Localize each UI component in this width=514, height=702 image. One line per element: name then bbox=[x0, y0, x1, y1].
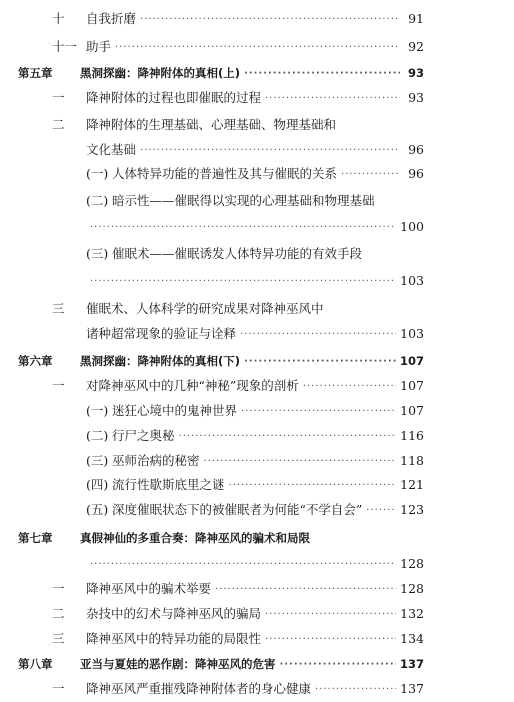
entry-number: 三 bbox=[52, 301, 65, 316]
toc-entry bbox=[86, 270, 424, 292]
toc-entry bbox=[52, 298, 424, 320]
leader-dots bbox=[140, 141, 400, 161]
leader-dots bbox=[366, 501, 396, 521]
page-number: 134 bbox=[400, 631, 424, 646]
leader-dots bbox=[265, 89, 400, 109]
toc-entry bbox=[86, 400, 424, 422]
leader-dots bbox=[303, 377, 396, 397]
leader-dots bbox=[244, 352, 396, 372]
entry-number: (三) bbox=[86, 246, 109, 261]
entry-number: 二 bbox=[52, 606, 65, 621]
toc-entry bbox=[52, 87, 424, 109]
entry-number: 三 bbox=[52, 631, 65, 646]
toc-entry bbox=[52, 114, 424, 136]
leader-dots bbox=[215, 580, 396, 600]
entry-title: 诸种超常现象的验证与诠释 bbox=[86, 326, 237, 341]
entry-title: 对降神巫风中的几种“神秘”现象的剖析 bbox=[86, 378, 299, 393]
entry-number: 二 bbox=[52, 117, 65, 132]
entry-title: 降神附体的生理基础、心理基础、物理基础和 bbox=[86, 117, 337, 132]
leader-dots bbox=[90, 218, 396, 238]
entry-title: 暗示性——催眠得以实现的心理基础和物理基础 bbox=[112, 193, 375, 208]
toc-entry bbox=[52, 628, 424, 650]
chapter-entry bbox=[18, 653, 424, 675]
entry-number: 一 bbox=[52, 90, 65, 105]
chapter-entry bbox=[18, 62, 424, 84]
entry-number: 第六章 bbox=[18, 354, 53, 368]
toc-entry bbox=[52, 678, 424, 700]
entry-number: 第八章 bbox=[18, 657, 53, 671]
entry-number: 一 bbox=[52, 378, 65, 393]
entry-title: 深度催眠状态下的被催眠者为何能“不学自会” bbox=[112, 502, 363, 517]
leader-dots bbox=[241, 402, 396, 422]
leader-dots bbox=[244, 64, 400, 84]
entry-title: 人体特异功能的普遍性及其与催眠的关系 bbox=[112, 166, 338, 181]
entry-title: 杂技中的幻术与降神巫风的骗局 bbox=[86, 606, 262, 621]
entry-number: 第七章 bbox=[18, 531, 53, 545]
page-number: 96 bbox=[408, 166, 424, 181]
entry-title: 文化基础 bbox=[86, 142, 137, 157]
entry-title: 黑洞探幽：降神附体的真相(上) bbox=[80, 66, 241, 80]
toc-entry bbox=[52, 375, 424, 397]
leader-dots bbox=[179, 427, 397, 447]
page-number: 123 bbox=[400, 502, 424, 517]
toc-entry bbox=[86, 323, 424, 345]
entry-number: (一) bbox=[86, 166, 109, 181]
entry-title: 亚当与夏娃的恶作剧：降神巫风的危害 bbox=[80, 657, 276, 671]
page-number: 128 bbox=[400, 581, 424, 596]
entry-title: 流行性歇斯底里之谜 bbox=[112, 477, 225, 492]
toc-entry bbox=[52, 36, 424, 58]
chapter-entry bbox=[18, 527, 424, 549]
leader-dots bbox=[90, 272, 396, 292]
toc-entry bbox=[86, 190, 424, 212]
entry-number: (二) bbox=[86, 193, 109, 208]
entry-title: 助手 bbox=[86, 39, 112, 54]
leader-dots bbox=[280, 655, 396, 675]
leader-dots bbox=[90, 555, 396, 575]
toc-entry bbox=[86, 139, 424, 161]
page-number: 128 bbox=[400, 556, 424, 571]
toc-entry bbox=[52, 603, 424, 625]
leader-dots bbox=[315, 680, 396, 700]
page-number: 132 bbox=[400, 606, 424, 621]
entry-number: 一 bbox=[52, 581, 65, 596]
page-number: 91 bbox=[408, 11, 424, 26]
entry-title: 降神巫风中的特异功能的局限性 bbox=[86, 631, 262, 646]
entry-number: (五) bbox=[86, 502, 109, 517]
entry-title: 迷狂心境中的鬼神世界 bbox=[112, 403, 238, 418]
page-number: 137 bbox=[399, 657, 424, 671]
toc-entry bbox=[86, 499, 424, 521]
leader-dots bbox=[240, 325, 396, 345]
entry-title: 降神巫风中的骗术举要 bbox=[86, 581, 212, 596]
page-number: 107 bbox=[400, 378, 424, 393]
chapter-entry bbox=[18, 350, 424, 372]
entry-number: (二) bbox=[86, 428, 109, 443]
leader-dots bbox=[265, 630, 396, 650]
toc-entry bbox=[86, 474, 424, 496]
entry-number: 一 bbox=[52, 681, 65, 696]
entry-number: 第五章 bbox=[18, 66, 53, 80]
entry-title: 降神附体的过程也即催眠的过程 bbox=[86, 90, 262, 105]
entry-title: 降神巫风严重摧残降神附体者的身心健康 bbox=[86, 681, 312, 696]
toc-entry bbox=[86, 450, 424, 472]
toc-entry bbox=[86, 553, 424, 575]
toc-entry bbox=[52, 578, 424, 600]
entry-title: 催眠术、人体科学的研究成果对降神巫风中 bbox=[86, 301, 324, 316]
entry-title: 巫师治病的秘密 bbox=[112, 453, 200, 468]
toc-entry bbox=[86, 216, 424, 238]
entry-title: 真假神仙的多重合奏：降神巫风的骗术和局限 bbox=[80, 531, 310, 545]
page-number: 107 bbox=[400, 403, 424, 418]
page-number: 103 bbox=[400, 273, 424, 288]
page-number: 121 bbox=[400, 477, 424, 492]
leader-dots bbox=[265, 605, 396, 625]
page-number: 137 bbox=[400, 681, 424, 696]
entry-title: 催眠术——催眠诱发人体特异功能的有效手段 bbox=[112, 246, 363, 261]
toc-entry bbox=[86, 163, 424, 185]
leader-dots bbox=[229, 476, 397, 496]
page-number: 96 bbox=[408, 142, 424, 157]
leader-dots bbox=[341, 165, 400, 185]
page-number: 100 bbox=[400, 219, 424, 234]
entry-number: (四) bbox=[86, 477, 109, 492]
page-number: 92 bbox=[408, 39, 424, 54]
page-number: 107 bbox=[399, 354, 424, 368]
entry-title: 自我折磨 bbox=[86, 11, 137, 26]
leader-dots bbox=[204, 452, 397, 472]
page-number: 118 bbox=[400, 453, 424, 468]
entry-number: (一) bbox=[86, 403, 109, 418]
entry-number: 十一 bbox=[52, 39, 78, 54]
leader-dots bbox=[140, 10, 400, 30]
toc-entry bbox=[86, 425, 424, 447]
page-number: 116 bbox=[400, 428, 424, 443]
entry-number: 十 bbox=[52, 11, 65, 26]
entry-title: 黑洞探幽：降神附体的真相(下) bbox=[80, 354, 241, 368]
page-number: 103 bbox=[400, 326, 424, 341]
page-number: 93 bbox=[407, 66, 424, 80]
entry-number: (三) bbox=[86, 453, 109, 468]
page-number: 93 bbox=[408, 90, 424, 105]
toc-entry bbox=[52, 8, 424, 30]
leader-dots bbox=[115, 38, 400, 58]
entry-title: 行尸之奥秘 bbox=[112, 428, 175, 443]
sidebar bbox=[448, 0, 514, 702]
toc-entry bbox=[86, 243, 424, 265]
